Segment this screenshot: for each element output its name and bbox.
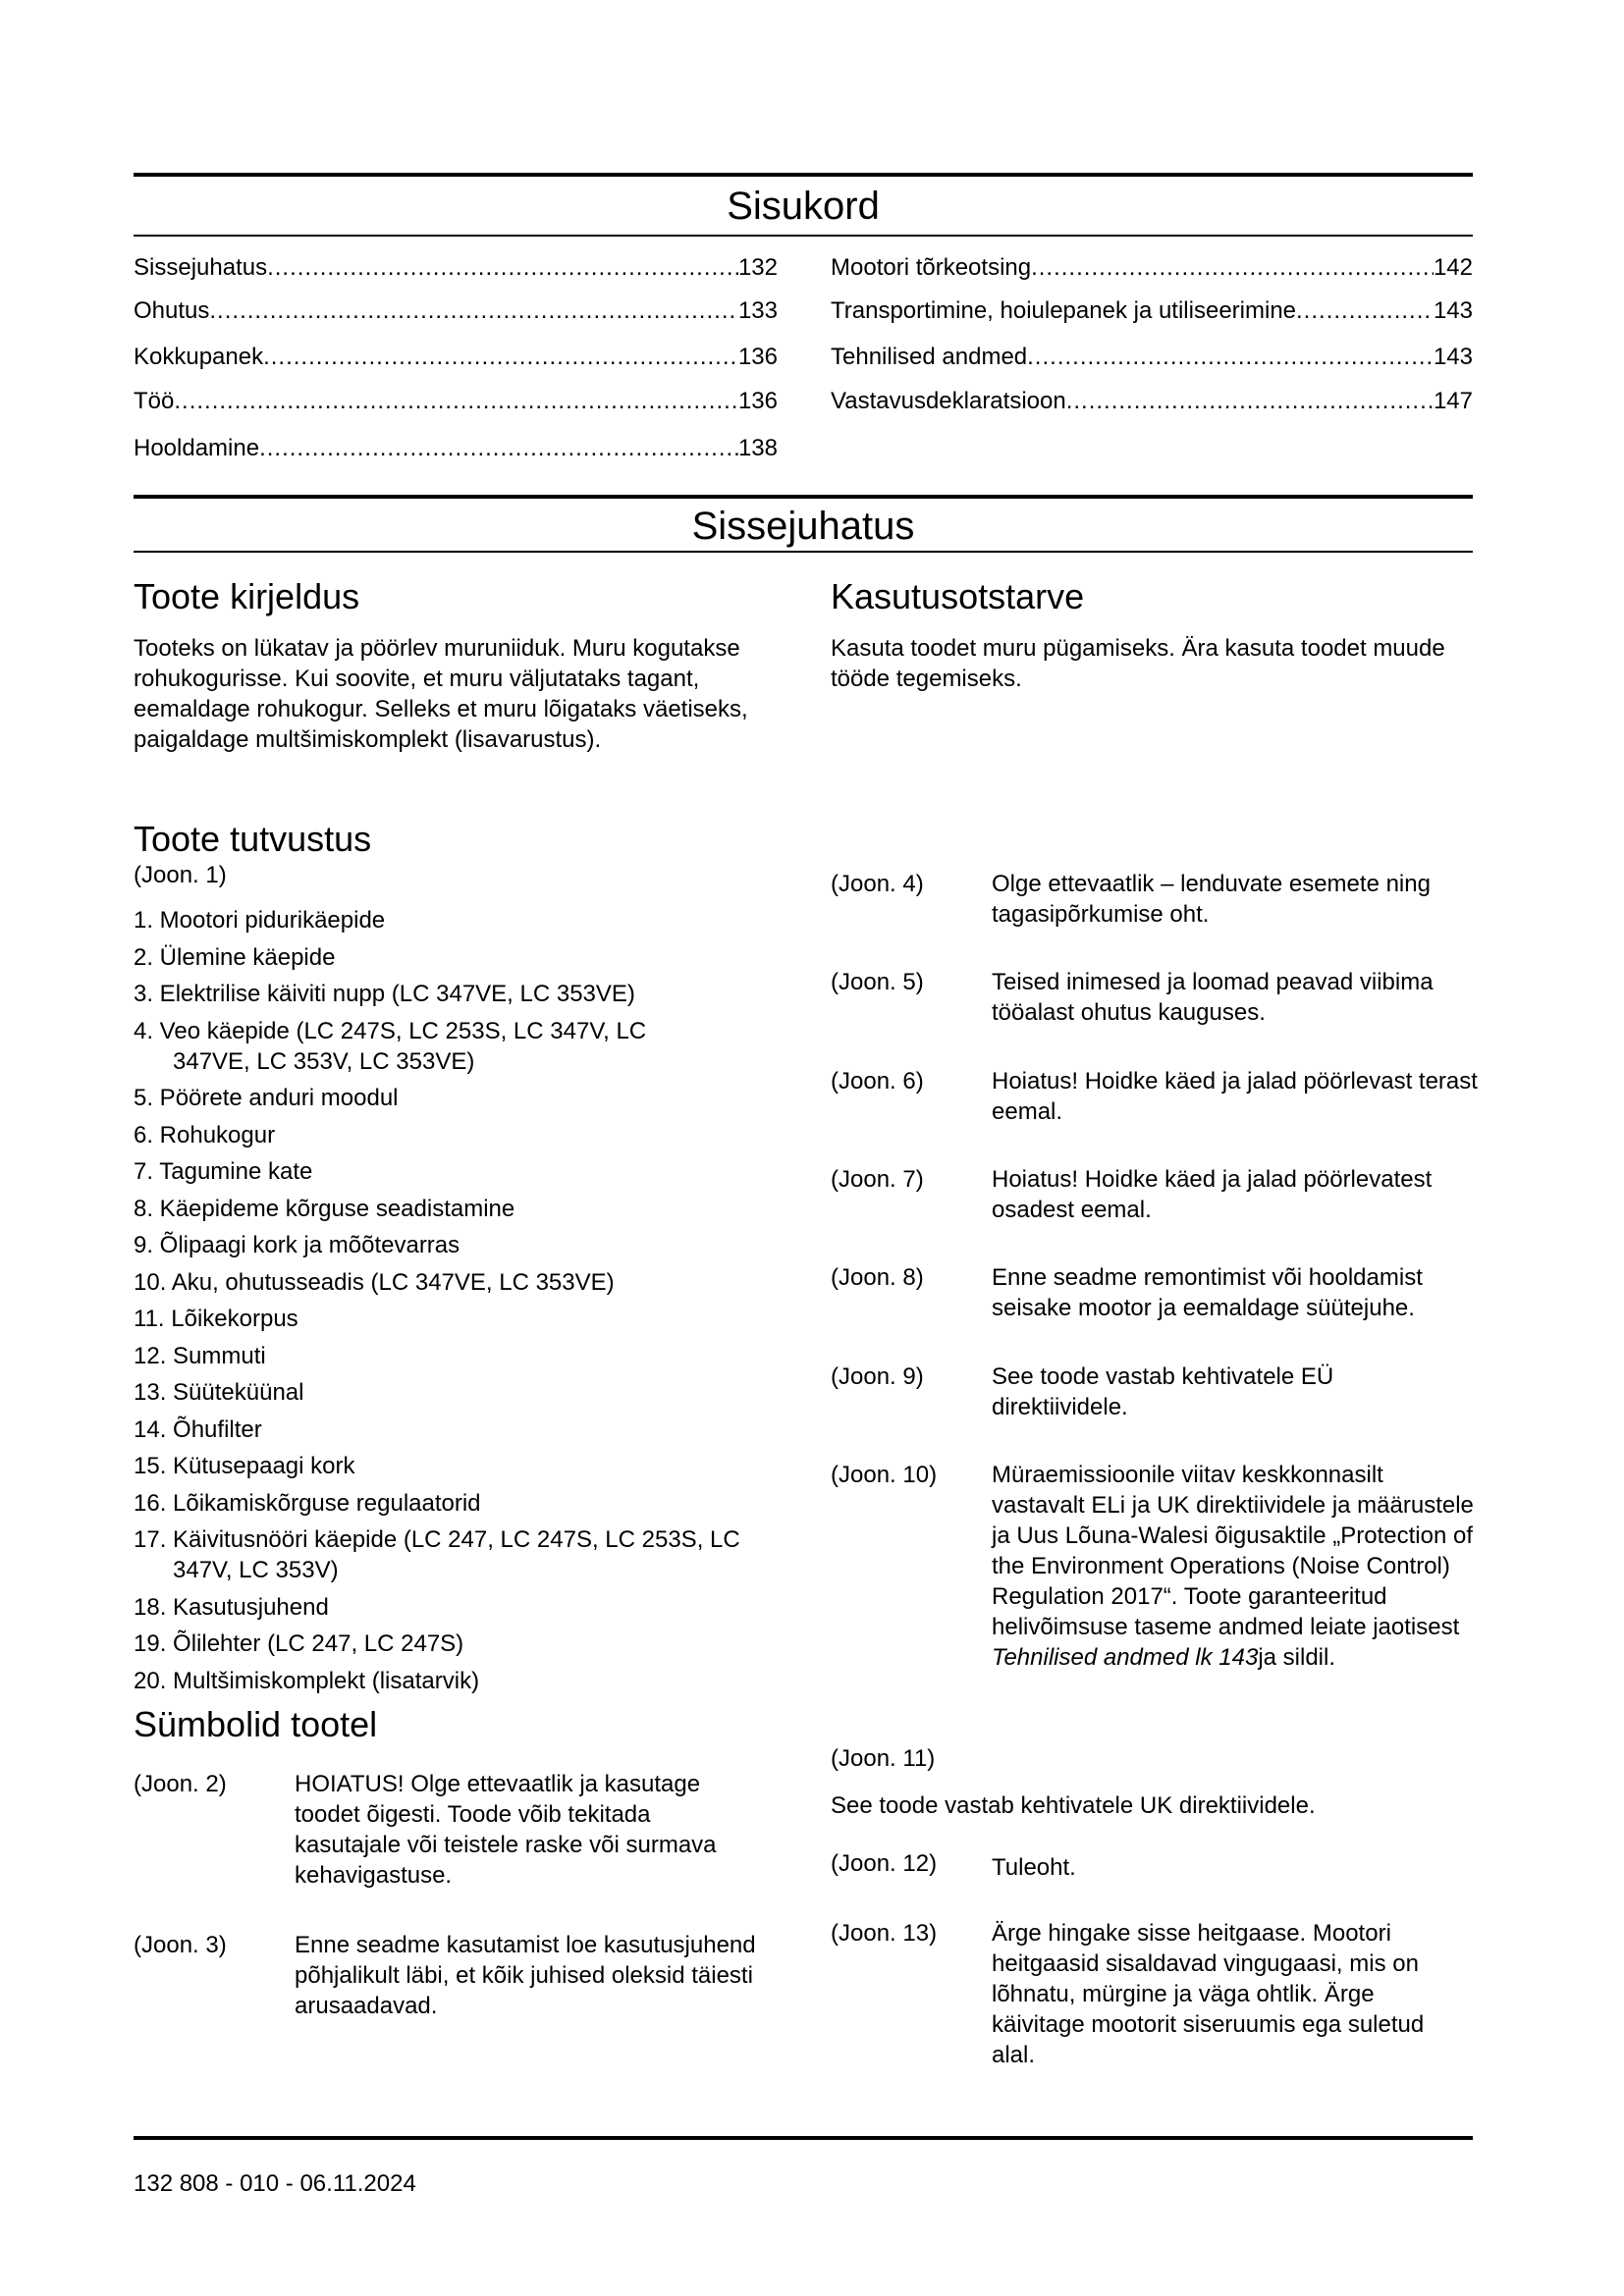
toc-entry-label: Vastavusdeklaratsioon bbox=[831, 388, 1066, 414]
list-item: 19. Õlilehter (LC 247, LC 247S) bbox=[134, 1630, 464, 1657]
toc-title: Sisukord bbox=[727, 185, 880, 228]
noise-text-end: ja sildil. bbox=[1258, 1644, 1336, 1671]
footer-rule bbox=[134, 2136, 1473, 2140]
toc-leader bbox=[209, 296, 738, 326]
description-text: Tooteks on lükatav ja pöörlev muruniiduk. Muru kogutakse rohukogurisse. Kui soovite, et muru väljutataks tagant, eemaldage rohukogur. Selleks et muru lõigataks väetiseks, paigaldage multšimiskomplekt (lisavarustus). bbox=[134, 635, 748, 753]
intro-title: Sissejuhatus bbox=[691, 505, 915, 548]
toc-entry-sissejuhatus[interactable] bbox=[134, 253, 778, 283]
list-item: 12. Summuti bbox=[134, 1342, 266, 1369]
toc-leader bbox=[263, 343, 738, 372]
intro-top-rule bbox=[134, 495, 1473, 499]
toc-entry-mootori-torkeotsing[interactable] bbox=[831, 253, 1473, 283]
uk-text: See toode vastab kehtivatele UK direktiividele. bbox=[831, 1792, 1316, 1819]
symbol-text: Enne seadme kasutamist loe kasutusjuhend põhjalikult läbi, et kõik juhised oleksid täiesti arusaadavad. bbox=[295, 1932, 756, 2019]
toc-entry-page: 138 bbox=[737, 435, 778, 461]
toc-entry-kokkupanek[interactable] bbox=[134, 343, 778, 372]
toc-entry-tehnilised-andmed[interactable] bbox=[831, 343, 1473, 372]
toc-entry-too[interactable] bbox=[134, 387, 778, 416]
toc-leader bbox=[267, 253, 738, 283]
toc-entry-label: Mootori tõrkeotsing bbox=[831, 254, 1032, 281]
toc-leader bbox=[174, 387, 738, 416]
intro-title-rule bbox=[134, 551, 1473, 553]
list-item: 1. Mootori pidurikäepide bbox=[134, 907, 386, 934]
toc-entry-label: Ohutus bbox=[134, 297, 210, 324]
symbol-figure-ref: (Joon. 12) bbox=[831, 1850, 938, 1877]
toc-leader bbox=[1027, 343, 1434, 372]
list-item: 4. Veo käepide (LC 247S, LC 253S, LC 347V, LC 347VE, LC 353V, LC 353VE) bbox=[134, 1017, 647, 1075]
tech-data-link[interactable]: Tehnilised andmed lk 143 bbox=[992, 1644, 1259, 1671]
toc-entry-ohutus[interactable] bbox=[134, 296, 778, 326]
toc-leader bbox=[1066, 387, 1434, 416]
list-item: 5. Pöörete anduri moodul bbox=[134, 1085, 399, 1111]
list-item: 3. Elektrilise käiviti nupp (LC 347VE, LC 353VE) bbox=[134, 981, 635, 1007]
toc-leader bbox=[1031, 253, 1434, 283]
toc-entry-label: Töö bbox=[134, 388, 175, 414]
toc-entry-page: 136 bbox=[737, 344, 778, 370]
symbol-text: Olge ettevaatlik – lenduvate esemete ning tagasipõrkumise oht. bbox=[992, 871, 1431, 928]
toc-entry-vastavusdeklaratsioon[interactable] bbox=[831, 387, 1473, 416]
list-item: 10. Aku, ohutusseadis (LC 347VE, LC 353VE) bbox=[134, 1268, 615, 1296]
list-item: 11. Lõikekorpus bbox=[134, 1306, 298, 1332]
symbol-text: HOIATUS! Olge ettevaatlik ja kasutage toodet õigesti. Toode võib tekitada kasutajale või teistele raske või surmava kehavigastuse. bbox=[295, 1771, 717, 1889]
toc-entry-label: Hooldamine bbox=[134, 435, 260, 461]
overview-heading: Toote tutvustus bbox=[134, 819, 372, 859]
toc-entry-label: Transportimine, hoiulepanek ja utiliseerimine bbox=[831, 297, 1297, 324]
toc-entry-page: 147 bbox=[1433, 388, 1473, 414]
symbol-figure-ref: (Joon. 3) bbox=[134, 1932, 227, 1958]
symbol-figure-ref: (Joon. 5) bbox=[831, 969, 924, 995]
document-reference: 132 808 - 010 - 06.11.2024 bbox=[134, 2170, 416, 2197]
symbol-text: Tuleoht. bbox=[992, 1854, 1076, 1881]
symbol-figure-ref: (Joon. 9) bbox=[831, 1363, 924, 1390]
purpose-text: Kasuta toodet muru pügamiseks. Ära kasuta toodet muude tööde tegemiseks. bbox=[831, 635, 1445, 692]
toc-entry-page: 143 bbox=[1433, 344, 1473, 370]
noise-text-start: Müraemissioonile viitav keskkonnasilt vastavalt ELi ja UK direktiividele ja määrustele ja Uus Lõuna-Walesi õigusaktile „Protection of the Environment Operations (Noise Control) Regulation 2017“. Toote garanteeritud helivõimsuse taseme andmed leiate jaotisest bbox=[992, 1462, 1474, 1640]
symbol-text: See toode vastab kehtivatele EÜ direktiividele. bbox=[992, 1363, 1334, 1420]
symbol-figure-ref: (Joon. 2) bbox=[134, 1771, 227, 1797]
symbol-figure-ref: (Joon. 4) bbox=[831, 871, 924, 897]
toc-entry-transportimine[interactable] bbox=[831, 296, 1473, 326]
symbol-text: Hoiatus! Hoidke käed ja jalad pöörlevatest osadest eemal. bbox=[992, 1166, 1433, 1223]
list-item: 13. Süüteküünal bbox=[134, 1379, 304, 1406]
symbol-text: Ärge hingake sisse heitgaase. Mootori heitgaasid sisaldavad vingugaasi, mis on lõhnatu, mürgine ja väga ohtlik. Ärge käivitage mootorit siseruumis ega suletud alal. bbox=[992, 1920, 1425, 2068]
toc-entry-label: Tehnilised andmed bbox=[831, 344, 1028, 370]
toc-entry-page: 132 bbox=[737, 254, 778, 281]
toc-top-rule bbox=[134, 173, 1473, 177]
symbol-text: Enne seadme remontimist või hooldamist seisake mootor ja eemaldage süütejuhe. bbox=[992, 1264, 1423, 1321]
list-item: 8. Käepideme kõrguse seadistamine bbox=[134, 1195, 515, 1222]
symbol-figure-ref: (Joon. 7) bbox=[831, 1166, 924, 1193]
purpose-heading: Kasutusotstarve bbox=[831, 576, 1085, 616]
symbol-figure-ref: (Joon. 13) bbox=[831, 1920, 938, 1947]
noise-label-text bbox=[992, 1460, 1483, 1673]
list-item: 18. Kasutusjuhend bbox=[134, 1593, 329, 1621]
list-item: 2. Ülemine käepide bbox=[134, 943, 336, 971]
overview-figure-ref: (Joon. 1) bbox=[134, 862, 227, 888]
symbols-heading: Sümbolid tootel bbox=[134, 1704, 378, 1744]
toc-entry-page: 143 bbox=[1433, 297, 1473, 324]
symbol-text: Hoiatus! Hoidke käed ja jalad pöörlevast terast eemal. bbox=[992, 1068, 1478, 1125]
toc-entry-label: Sissejuhatus bbox=[134, 254, 268, 281]
toc-entry-page: 136 bbox=[737, 388, 778, 414]
symbol-figure-ref: (Joon. 10) bbox=[831, 1462, 938, 1488]
toc-leader bbox=[259, 434, 738, 463]
toc-title-rule bbox=[134, 235, 1473, 237]
description-heading: Toote kirjeldus bbox=[134, 576, 360, 616]
toc-entry-hooldamine[interactable] bbox=[134, 434, 778, 463]
symbol-figure-ref: (Joon. 6) bbox=[831, 1068, 924, 1095]
list-item: 14. Õhufilter bbox=[134, 1415, 262, 1443]
list-item: 17. Käivitusnööri käepide (LC 247, LC 247S, LC 253S, LC 347V, LC 353V) bbox=[134, 1526, 740, 1583]
symbol-text: Teised inimesed ja loomad peavad viibima tööalast ohutus kauguses. bbox=[992, 969, 1434, 1026]
toc-entry-page: 133 bbox=[737, 297, 778, 324]
toc-entry-page: 142 bbox=[1433, 254, 1473, 281]
list-item: 6. Rohukogur bbox=[134, 1121, 276, 1148]
toc-leader bbox=[1296, 296, 1434, 326]
list-item: 20. Multšimiskomplekt (lisatarvik) bbox=[134, 1667, 480, 1694]
component-list bbox=[134, 905, 762, 1702]
list-item: 9. Õlipaagi kork ja mõõtevarras bbox=[134, 1232, 460, 1258]
symbol-figure-ref: (Joon. 8) bbox=[831, 1264, 924, 1291]
list-item: 16. Lõikamiskõrguse regulaatorid bbox=[134, 1489, 481, 1517]
list-item: 7. Tagumine kate bbox=[134, 1158, 313, 1185]
uk-figure-ref: (Joon. 11) bbox=[831, 1745, 936, 1772]
list-item: 15. Kütusepaagi kork bbox=[134, 1453, 355, 1479]
toc-entry-label: Kokkupanek bbox=[134, 344, 264, 370]
